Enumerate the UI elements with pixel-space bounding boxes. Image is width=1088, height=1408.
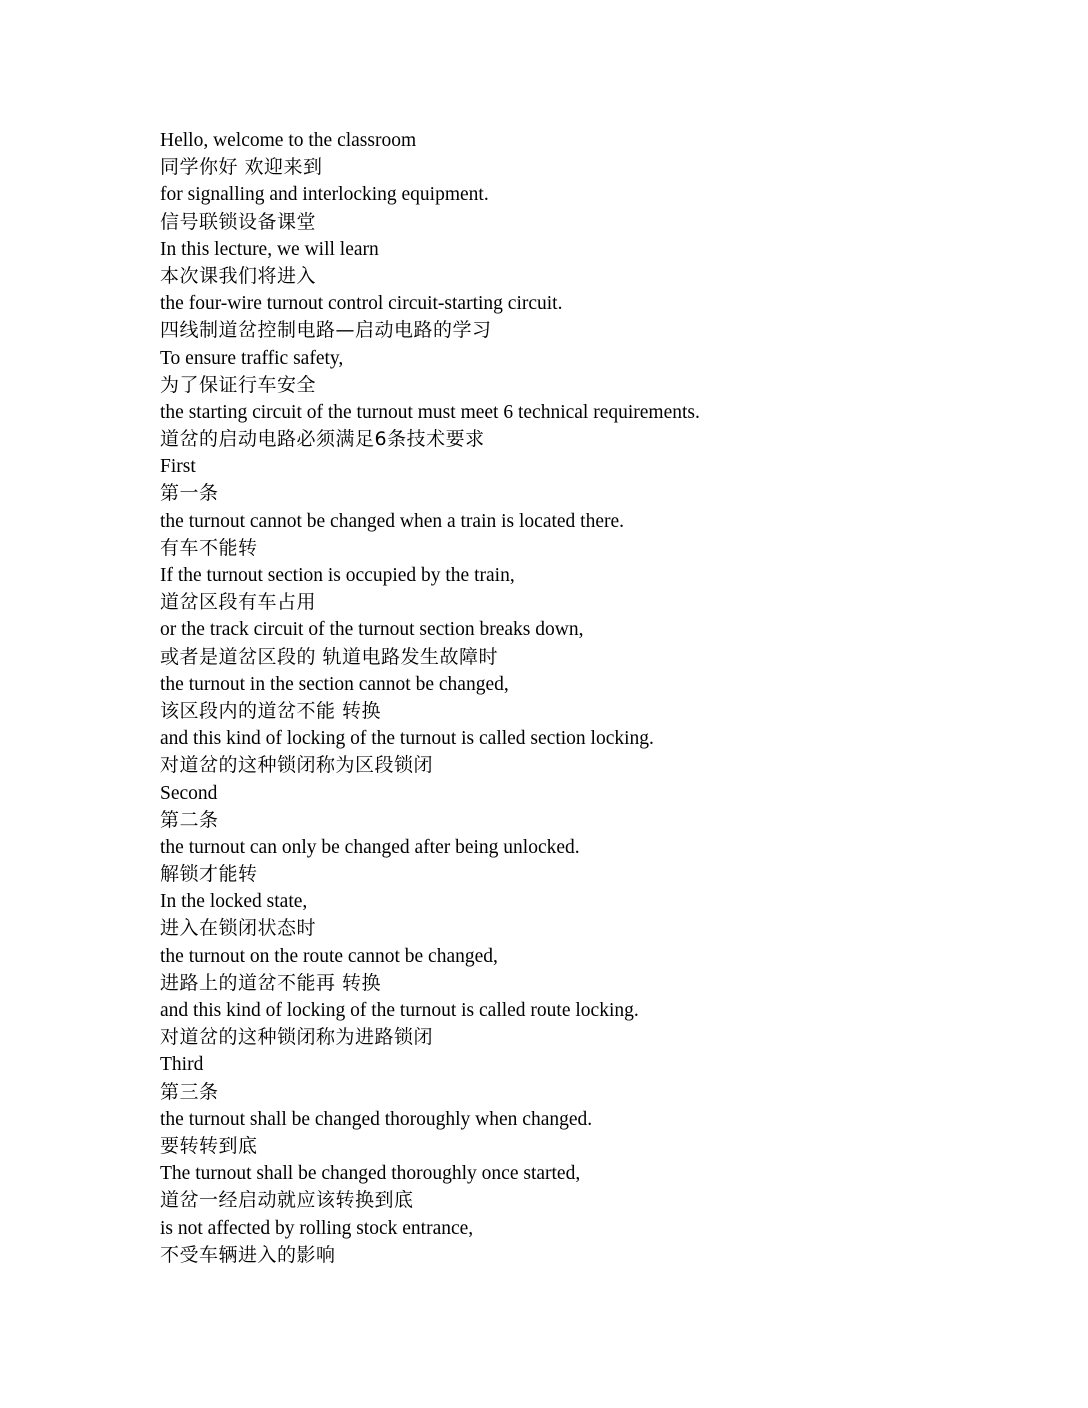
english-line: the turnout on the route cannot be changed, (160, 945, 498, 967)
chinese-line: 本次课我们将进入 (160, 264, 317, 287)
transcript-lines (160, 127, 1040, 1269)
chinese-line: 要转转到底 (160, 1134, 258, 1157)
english-line: The turnout shall be changed thoroughly once started, (160, 1163, 581, 1185)
english-line: the turnout shall be changed thoroughly when changed. (160, 1108, 593, 1130)
chinese-line: 信号联锁设备课堂 (160, 210, 317, 233)
chinese-line: 解锁才能转 (160, 863, 258, 886)
english-line: First (160, 456, 196, 478)
chinese-line: 不受车辆进入的影响 (160, 1243, 336, 1266)
english-line: If the turnout section is occupied by the train, (160, 565, 515, 586)
english-line: is not affected by rolling stock entrance, (160, 1217, 474, 1239)
english-line: and this kind of locking of the turnout is called section locking. (160, 728, 654, 750)
english-line: the starting circuit of the turnout must meet 6 technical requirements. (160, 401, 700, 423)
english-line: and this kind of locking of the turnout is called route locking. (160, 1000, 639, 1021)
chinese-line: 第二条 (160, 808, 219, 831)
english-line: the four-wire turnout control circuit-starting circuit. (160, 293, 563, 315)
chinese-line: 该区段内的道岔不能 转换 (160, 699, 382, 722)
english-line: the turnout cannot be changed when a train is located there. (160, 510, 625, 532)
english-line: In this lecture, we will learn (160, 238, 379, 260)
english-line: To ensure traffic safety, (160, 347, 344, 369)
english-line: In the locked state, (160, 891, 308, 913)
english-line: the turnout can only be changed after being unlocked. (160, 836, 580, 858)
chinese-line: 道岔一经启动就应该转换到底 (160, 1189, 414, 1212)
chinese-line: 对道岔的这种锁闭称为区段锁闭 (160, 754, 434, 777)
english-line: Second (160, 782, 218, 804)
chinese-line: 同学你好 欢迎来到 (160, 156, 323, 179)
chinese-line: 四线制道岔控制电路—启动电路的学习 (160, 319, 492, 342)
english-line: for signalling and interlocking equipment. (160, 184, 489, 206)
english-line: or the track circuit of the turnout section breaks down, (160, 619, 584, 641)
chinese-line: 进入在锁闭状态时 (160, 917, 317, 940)
chinese-line: 第一条 (160, 482, 219, 505)
english-line: Hello, welcome to the classroom (160, 130, 417, 151)
chinese-line: 进路上的道岔不能再 转换 (160, 971, 382, 994)
chinese-line: 道岔的启动电路必须满足6条技术要求 (160, 428, 485, 451)
english-line: the turnout in the section cannot be changed, (160, 673, 509, 695)
chinese-line: 有车不能转 (160, 536, 258, 559)
english-line: Third (160, 1054, 204, 1076)
chinese-line: 为了保证行车安全 (160, 373, 317, 396)
chinese-line: 或者是道岔区段的 轨道电路发生故障时 (160, 645, 499, 668)
chinese-line: 道岔区段有车占用 (160, 591, 317, 614)
chinese-line: 第三条 (160, 1080, 219, 1103)
chinese-line: 对道岔的这种锁闭称为进路锁闭 (160, 1026, 434, 1049)
